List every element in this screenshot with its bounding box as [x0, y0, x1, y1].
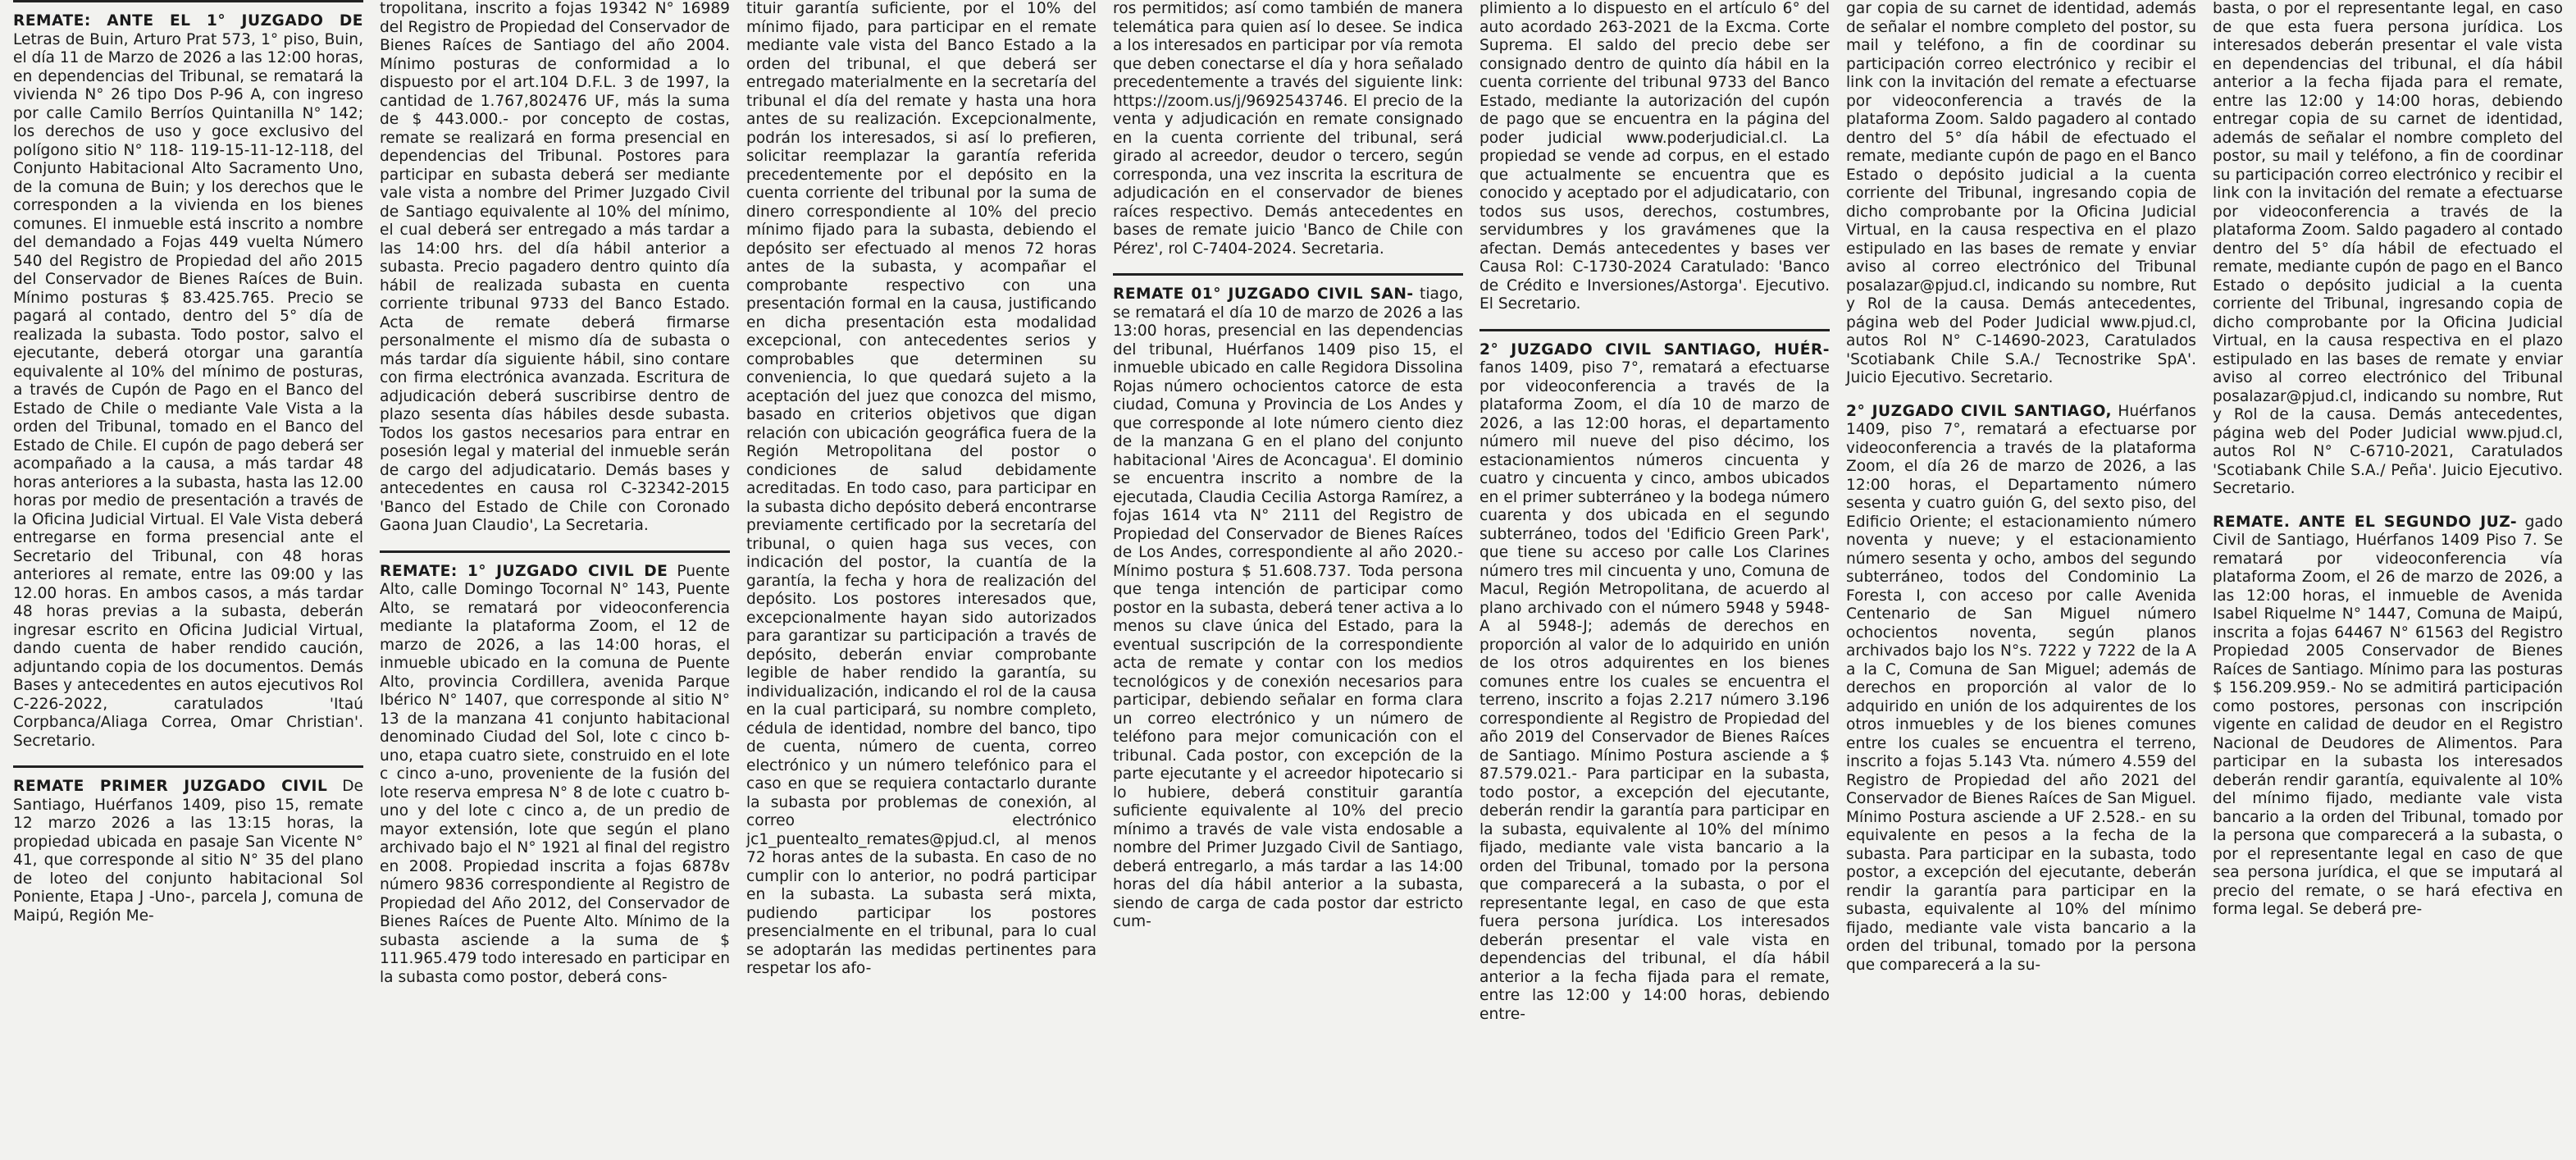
legal-notice [380, 550, 730, 988]
notice-body [1846, 403, 2196, 975]
text-column-4 [1108, 0, 1468, 1160]
notice-text: Letras de Buin, Arturo Prat 573, 1° piso, Buin, el día 11 de Marzo de 2026 a las 12:00 horas, en dependencias del Tribunal, se rematará la vivienda N° 26 tipo Dos P-96 A, con ingreso por calle Camilo Berríos Quintanilla N° 142; los derechos de uso y goce exclusivo del polígono sitio N° 118- 119-15-11-12-118, del Conjunto Habitacional Alto Sacramento Uno, de la comuna de Buin; y los derechos que le corresponden a la vivienda en los bienes comunes. El inmueble está inscrito a nombre del demandado a Fojas 449 vuelta Número 540 del Registro de Propiedad del año 2015 del Conservador de Bienes Raíces de Buin. Mínimo posturas $ 83.425.765. Precio se pagará al contado, dentro del 5° día de realizada la subasta. Todo postor, salvo el ejecutante, deberá otorgar una garantía equivalente al 10% del mínimo de posturas, a través de Cupón de Pago en el Banco del Estado de Chile o mediante Vale Vista a la orden del Tribunal, tomado en el Banco del Estado de Chile. El cupón de pago deberá ser acompañado a la causa, a más tardar 48 horas anteriores a la subasta, hasta las 12.00 horas por medio de presentación a través de la Oficina Judicial Virtual. El Vale Vista deberá entregarse en forma presencial ante el Secretario del Tribunal, con 48 horas anteriores al remate, entre las 09:00 y las 12.00 horas. En ambos casos, a más tardar 48 horas previas a la subasta, deberán ingresar escrito en Oficina Judicial Virtual, dando cuenta de haber rendido caución, adjuntando copia de los documentos. Demás Bases y antecedentes en autos ejecutivos Rol C-226-2022, caratulados 'Itaú Corpbanca/Aliaga Correa, Omar Christian'. Secretario. [13, 30, 363, 750]
notice-body [13, 778, 363, 925]
notice-text: tiago, se rematará el día 10 de marzo de 2026 a las 13:00 horas, presencial en las dependencias del tribunal, Huérfanos 1409 piso 15, el inmueble ubicado en calle Regidora Dissolina Rojas número ochocientos catorce de esta ciudad, Comuna y Provincia de Los Andes y que corresponde al lote número ciento diez de la manzana G en el plano del conjunto habitacional 'Aires de Aconcagua'. El dominio se encuentra inscrito a nombre de la ejecutada, Claudia Cecilia Astorga Ramírez, a fojas 1614 vta N° 2111 del Registro de Propiedad del Conservador de Bienes Raíces de Los Andes, correspondiente al año 2020.- Mínimo postura $ 51.608.737. Toda persona que tenga intención de participar como postor en la subasta, deberá tener activa a lo menos su clave única del Estado, para la eventual suscripción de la correspondiente acta de remate y contar con los medios tecnológicos y de conexión necesarios para participar, debiendo señalar en forma clara un correo electrónico y un número de teléfono para mejor comunicación con el tribunal. Cada postor, con excepción de la parte ejecutante y el acreedor hipotecario si lo hubiere, deberá constituir garantía suficiente equivalente al 10% del precio mínimo a través de vale vista endosable a nombre del Primer Juzgado Civil de Santiago, deberá entregarlo, a más tardar a las 14:00 horas del día hábil anterior a la subasta, siendo de carga de cada postor dar estricto cum- [1113, 285, 1463, 930]
notice-text: Huérfanos 1409, piso 7°, rematará a efectuarse por videoconferencia a través de la plataforma Zoom, el día 26 de marzo de 2026, a las 12:00 horas, el Departamento número sesenta y cuatro guión G, del sexto piso, del Edificio Oriente; el estacionamiento número noventa y nueve; y el estacionamiento número sesenta y ocho, ambos del segundo subterráneo, todos del Condominio La Foresta I, con acceso por calle Avenida Centenario de San Miguel número ochocientos noventa, según planos archivados bajo los N°s. 7222 y 7222 de la A a la C, Comuna de San Miguel; además de derechos en proporción al valor de lo adquirido en unión de los adquirentes de los otros inmuebles y de los bienes comunes entre los cuales se encuentra el terreno, inscrito a fojas 5.143 Vta. número 4.559 del Registro de Propiedad del año 2021 del Conservador de Bienes Raíces de San Miguel. Mínimo Postura asciende a UF 2.528.- en su equivalente en pesos a la fecha de la subasta. Para participar en la subasta, todo postor, a excepción del ejecutante, deberán rendir la garantía para participar en la subasta, equivalente al 10% del mínimo fijado, mediante vale vista bancario a la orden del tribunal, tomado por la persona que comparecerá a la su- [1846, 402, 2196, 974]
notice-body [1113, 0, 1463, 258]
notice-divider [13, 0, 363, 2]
notice-body [1479, 341, 1830, 1025]
notice-text: tituir garantía suficiente, por el 10% del mínimo fijado, para participar en el remate mediante vale vista del Banco Estado a la orden del tribunal, el que deberá ser entregado materialmente en la secretaría del tribunal el día del remate y hasta una hora antes de su realización. Excepcionalmente, podrán los interesados, si así lo prefieren, solicitar reemplazar la garantía referida precedentemente por el depósito en la cuenta corriente del tribunal por la suma de dinero correspondiente al 10% del precio mínimo fijado para la subasta, debiendo el depósito ser efectuado al menos 72 horas antes de la subasta, y acompañar el comprobante respectivo con una presentación formal en la causa, justificando en dicha presentación esta modalidad excepcional, con antecedentes serios y comprobables que determinen su conveniencia, lo que quedará sujeto a la aceptación del juez que conozca del mismo, basado en criterios objetivos que digan relación con ubicación geográfica fuera de la Región Metropolitana del postor o condiciones de salud debidamente acreditadas. En todo caso, para participar en la subasta dicho depósito deberá encontrarse previamente certificado por la secretaría del tribunal, o quien haga sus veces, con indicación del postor, la cuantía de la garantía, la fecha y hora de realización del depósito. Los postores interesados que, excepcionalmente hayan sido autorizados para garantizar su participación a través de depósito, deberán enviar comprobante legible de haber rendido la garantía, su individualización, indicando el rol de la causa en la cual participará, su nombre completo, cédula de identidad, nombre del banco, tipo de cuenta, número de cuenta, correo electrónico y un número telefónico para el caso en que se requiera contactarlo durante la subasta por problemas de conexión, al correo electrónico jc1_puentealto_remates@pjud.cl, al menos 72 horas antes de la subasta. En caso de no cumplir con lo anterior, no podrá participar en la subasta. La subasta será mixta, pudiendo participar los postores presencialmente en el tribunal, para lo cual se adoptarán las medidas pertinentes para respetar los afo- [746, 0, 1097, 977]
notice-text: gar copia de su carnet de identidad, además de señalar el nombre completo del postor, su mail y teléfono, a fin de coordinar su participación correo electrónico y recibir el link con la invitación del remate a efectuarse por videoconferencia a través de la plataforma Zoom. Saldo pagadero al contado dentro del 5° día hábil de efectuado el remate, mediante cupón de pago en el Banco Estado o depósito judicial a la cuenta corriente del Tribunal, ingresando copia de dicho comprobante por la Oficina Judicial Virtual, en la causa respectiva en el plazo estipulado en las bases de remate y enviar aviso al correo electrónico del Tribunal posalazar@pjud.cl, indicando su nombre, Rut y Rol de la causa. Demás antecedentes, página web del Poder Judicial www.pjud.cl, autos Rol N° C-14690-2023, Caratulados 'Scotiabank Chile S.A./ Tecnostrike SpA'. Juicio Ejecutivo. Secretario. [1846, 0, 2196, 386]
notice-heading: 2° JUZGADO CIVIL SANTIAGO, HUÉR- [1479, 340, 1830, 359]
text-column-1 [8, 0, 368, 1160]
legal-notice [746, 0, 1097, 979]
legal-notice [1846, 403, 2196, 975]
legal-notice [1479, 0, 1830, 314]
text-column-7 [2208, 0, 2568, 1160]
notice-body [1846, 0, 2196, 388]
text-column-2 [375, 0, 735, 1160]
notice-heading: REMATE: 1° JUZGADO CIVIL DE [380, 562, 668, 580]
notice-divider [380, 550, 730, 553]
notice-text: ros permitidos; así como también de manera telemática para quien así lo desee. Se indica a los interesados en participar por vía remota que deben conectarse el día y hora señalado precedentemente a través del siguiente link: https://zoom.us/j/9692543746. El precio de la venta y adjudicación en remate consignado en la cuenta corriente del tribunal, será girado al acreedor, deudor o tercero, según corresponda, una vez inscrita la escritura de adjudicación en el conservador de bienes raíces respectivo. Demás antecedentes en bases de remate juicio 'Banco de Chile con Pérez', rol C-7404-2024. Secretaria. [1113, 0, 1463, 258]
legal-notice [380, 0, 730, 536]
notice-body [746, 0, 1097, 979]
legal-notice [2213, 514, 2563, 920]
notice-heading: REMATE 01° JUZGADO CIVIL SAN- [1113, 285, 1414, 303]
notice-body [380, 0, 730, 536]
notice-body [2213, 514, 2563, 920]
notice-text: basta, o por el representante legal, en caso de que esta fuera persona jurídica. Los interesados deberán presentar el vale vista en dependencias del tribunal, el día hábil anterior a la fecha fijada para el remate, entre las 12:00 y 14:00 horas, debiendo entregar copia de su carnet de identidad, además de señalar el nombre completo del postor, su mail y teléfono, a fin de coordinar su participación correo electrónico y recibir el link con la invitación del remate a efectuarse por videoconferencia a través de la plataforma Zoom. Saldo pagadero al contado dentro del 5° día hábil de efectuado el remate, mediante cupón de pago en el Banco Estado o depósito judicial a la cuenta corriente del Tribunal, ingresando copia de dicho comprobante por la Oficina Judicial Virtual, en la causa respectiva en el plazo estipulado en las bases de remate y enviar aviso al correo electrónico del Tribunal posalazar@pjud.cl, indicando su nombre, Rut y Rol de la causa. Demás antecedentes, página web del Poder Judicial www.pjud.cl, autos Rol N° C-6710-2021, Caratulados 'Scotiabank Chile S.A./ Peña'. Juicio Ejecutivo. Secretario. [2213, 0, 2563, 497]
legal-notice [1113, 273, 1463, 932]
legal-notice [13, 0, 363, 751]
legal-notice [1479, 329, 1830, 1025]
legal-notice [1113, 0, 1463, 258]
text-column-5 [1475, 0, 1835, 1160]
notice-heading: REMATE PRIMER JUZGADO CIVIL [13, 778, 328, 795]
notice-body [1113, 285, 1463, 932]
notice-divider [1479, 329, 1830, 331]
legal-notice [1846, 0, 2196, 388]
notice-text: plimiento a lo dispuesto en el artículo 6° del auto acordado 263-2021 de la Excma. Corte Suprema. El saldo del precio debe ser consignado dentro de quinto día hábil en la cuenta corriente del tribunal 9733 del Banco Estado, mediante la autorización del cupón de pago que se encuentra en la página del poder judicial www.poderjudicial.cl. La propiedad se vende ad corpus, en el estado que actualmente se encuentra que es conocido y aceptado por el adjudicatario, con todos sus usos, derechos, costumbres, servidumbres y los gravámenes que la afectan. Demás antecedentes y bases ver Causa Rol: C-1730-2024 Caratulado: 'Banco de Crédito e Inversiones/Astorga'. Ejecutivo. El Secretario. [1479, 0, 1830, 313]
notice-text: De Santiago, Huérfanos 1409, piso 15, remate 12 marzo 2026 a las 13:15 horas, la propiedad ubicada en pasaje San Vicente N° 41, que corresponde al sitio N° 35 del plano de loteo del conjunto habitacional Sol Poniente, Etapa J -Uno-, parcela J, comuna de Maipú, Región Me- [13, 778, 363, 925]
notice-text: gado Civil de Santiago, Huérfanos 1409 Piso 7. Se rematará por videoconferencia vía plataforma Zoom, el 26 de marzo de 2026, a las 12:00 horas, el inmueble de Avenida Isabel Riquelme N° 1447, Comuna de Maipú, inscrita a fojas 64467 N° 61563 del Registro Propiedad 2005 Conservador de Bienes Raíces de Santiago. Mínimo para las posturas $ 156.209.959.- No se admitirá participación como postores, personas con inscripción vigente en calidad de deudor en el Registro Nacional de Deudores de Alimentos. Para participar en la subasta los interesados deberán rendir garantía, equivalente al 10% del mínimo fijado, mediante vale vista bancario a la orden del Tribunal, tomado por la persona que comparecerá a la subasta, o por el representante legal en caso de que sea persona jurídica, el que se imputará al precio del remate, o se hará efectiva en forma legal. Se deberá pre- [2213, 513, 2563, 918]
notice-divider [13, 765, 363, 768]
notice-text: fanos 1409, piso 7°, rematará a efectuarse por videoconferencia a través de la plataforma Zoom, el día 10 de marzo de 2026, a las 12:00 horas, el departamento número mil nueve del piso décimo, los estacionamientos números cincuenta y cuatro y cincuenta y cinco, ambos ubicados en el primer subterráneo y la bodega número cuarenta y dos ubicada en el segundo subterráneo, todos del 'Edificio Green Park', que tiene su acceso por calle Los Clarines número tres mil cincuenta y uno, Comuna de Macul, Región Metropolitana, de acuerdo al plano archivado con el número 5948 y 5948-A al 5948-J; además de derechos en proporción al valor de lo adquirido en unión de los otros adquirentes en los bienes comunes entre los cuales se encuentra el terreno, inscrito a fojas 2.217 número 3.196 correspondiente al Registro de Propiedad del año 2019 del Conservador de Bienes Raíces de Santiago. Mínimo Postura asciende a $ 87.579.021.- Para participar en la subasta, todo postor, a excepción del ejecutante, deberán rendir la garantía para participar en la subasta, equivalente al 10% del mínimo fijado, mediante vale vista bancario a la orden del Tribunal, tomado por la persona que comparecerá a la subasta, o por el representante legal, en caso de que esta fuera persona jurídica. Los interesados deberán presentar el vale vista en dependencias del tribunal, el día hábil anterior a la fecha fijada para el remate, entre las 12:00 y 14:00 horas, debiendo entre- [1479, 359, 1830, 1023]
notice-text: Puente Alto, calle Domingo Tocornal N° 143, Puente Alto, se rematará por videoconferencia mediante la plataforma Zoom, el 12 de marzo de 2026, a las 14:00 horas, el inmueble ubicado en la comuna de Puente Alto, provincia Cordillera, avenida Parque Ibérico N° 1407, que corresponde al sitio N° 13 de la manzana 41 conjunto habitacional denominado Ciudad del Sol, lote c cinco b-uno, etapa cuatro siete, construido en el lote c cinco a-uno, proveniente de la fusión del lote reserva empresa N° 8 de lote c cuatro b-uno y del lote c cinco a, de un predio de mayor extensión, lote que según el plano archivado bajo el N° 1921 al final del registro en 2008. Propiedad inscrita a fojas 6878v número 9836 correspondiente al Registro de Propiedad del Año 2012, del Conservador de Bienes Raíces de Puente Alto. Mínimo de la subasta asciende a la suma de $ 111.965.479 todo interesado en participar en la subasta como postor, deberá cons- [380, 562, 730, 986]
notice-body [13, 12, 363, 751]
notice-body [1479, 0, 1830, 314]
notice-body [380, 563, 730, 988]
notice-heading: 2° JUZGADO CIVIL SANTIAGO, [1846, 402, 2113, 420]
notice-text: tropolitana, inscrito a fojas 19342 N° 16989 del Registro de Propiedad del Conservador de Bienes Raíces de Santiago del año 2004. Mínimo posturas de conformidad a lo dispuesto por el art.104 D.F.L. 3 de 1997, la cantidad de 1.767,802476 UF, más la suma de $ 443.000.- por concepto de costas, remate se realizará en forma presencial en dependencias del Tribunal. Postores para participar en subasta deberá ser mediante vale vista a nombre del Primer Juzgado Civil de Santiago equivalente al 10% del mínimo, el cual deberá ser entregado a más tardar a las 14:00 hrs. del día hábil anterior a subasta. Precio pagadero dentro quinto día hábil de realizada subasta en cuenta corriente tribunal 9733 del Banco Estado. Acta de remate deberá firmarse personalmente el mismo día de subasta o más tardar día siguiente hábil, sino contare con firma electrónica avanzada. Escritura de adjudicación deberá suscribirse dentro de plazo sesenta días hábiles desde subasta. Todos los gastos necesarios para entrar en posesión legal y material del inmueble serán de cargo del adjudicatario. Demás bases y antecedentes en causa rol C-32342-2015 'Banco del Estado de Chile con Coronado Gaona Juan Claudio', La Secretaria. [380, 0, 730, 534]
notice-heading: REMATE. ANTE EL SEGUNDO JUZ- [2213, 513, 2518, 531]
notice-divider [1113, 273, 1463, 276]
legal-notice [2213, 0, 2563, 499]
text-column-6 [1841, 0, 2201, 1160]
text-column-3 [741, 0, 1101, 1160]
legal-notice [13, 765, 363, 925]
notice-heading: REMATE: ANTE EL 1° JUZGADO DE [13, 12, 363, 30]
notice-body [2213, 0, 2563, 499]
